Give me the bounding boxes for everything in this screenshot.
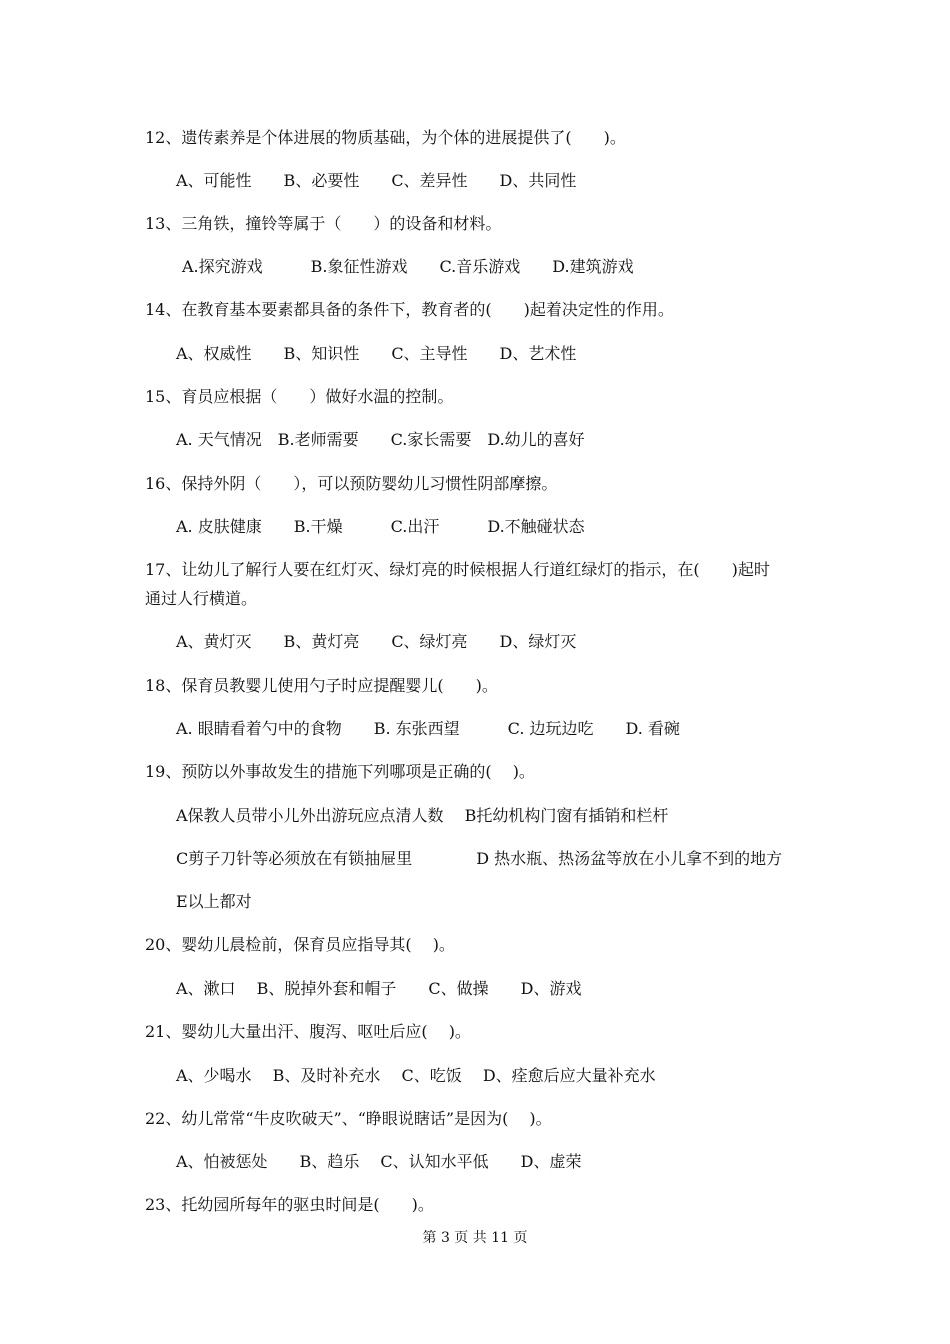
question-15-options: A. 天气情况 B.老师需要 C.家长需要 D.幼儿的喜好 (176, 430, 585, 449)
question-21-options: A、少喝水 B、及时补充水 C、吃饭 D、痊愈后应大量补充水 (176, 1066, 656, 1085)
question-16: 16、保持外阴（ ），可以预防婴幼儿习惯性阴部摩擦。 (145, 474, 558, 493)
question-17-options: A、黄灯灭 B、黄灯亮 C、绿灯亮 D、绿灯灭 (176, 632, 577, 651)
question-18-options: A. 眼睛看着勺中的食物 B. 东张西望 C. 边玩边吃 D. 看碗 (176, 719, 680, 738)
question-19-option-line: E以上都对 (176, 892, 252, 911)
question-17: 17、让幼儿了解行人要在红灯灭、绿灯亮的时候根据人行道红绿灯的指示，在( )起时 (145, 560, 770, 579)
question-22: 22、幼儿常常“牛皮吹破天”、“睁眼说瞎话”是因为( )。 (145, 1109, 552, 1128)
question-12-options: A、可能性 B、必要性 C、差异性 D、共同性 (176, 171, 577, 190)
question-19: 19、预防以外事故发生的措施下列哪项是正确的( )。 (145, 762, 535, 781)
question-17-continuation: 通过人行横道。 (145, 589, 258, 608)
question-12: 12、遗传素养是个体进展的物质基础，为个体的进展提供了( )。 (145, 128, 626, 147)
question-16-options: A. 皮肤健康 B.干燥 C.出汗 D.不触碰状态 (176, 517, 585, 536)
question-14: 14、在教育基本要素都具备的条件下，教育者的( )起着决定性的作用。 (145, 300, 674, 319)
question-19-option-line: A保教人员带小儿外出游玩应点清人数 B托幼机构门窗有插销和栏杆 (176, 806, 669, 825)
question-23: 23、托幼园所每年的驱虫时间是( )。 (145, 1195, 434, 1214)
question-18: 18、保育员教婴儿使用勺子时应提醒婴儿( )。 (145, 676, 498, 695)
question-20-options: A、漱口 B、脱掉外套和帽子 C、做操 D、游戏 (176, 979, 582, 998)
page-footer: 第 3 页 共 11 页 (422, 1230, 528, 1246)
question-20: 20、婴幼儿晨检前，保育员应指导其( )。 (145, 935, 455, 954)
question-14-options: A、权威性 B、知识性 C、主导性 D、艺术性 (176, 344, 577, 363)
question-15: 15、育员应根据（ ）做好水温的控制。 (145, 387, 454, 406)
question-13: 13、三角铁，撞铃等属于（ ）的设备和材料。 (145, 214, 502, 233)
question-13-options: A.探究游戏 B.象征性游戏 C.音乐游戏 D.建筑游戏 (182, 257, 634, 276)
question-21: 21、婴幼儿大量出汗、腹泻、呕吐后应( )。 (145, 1022, 471, 1041)
question-19-option-line: C剪子刀针等必须放在有锁抽屉里 D 热水瓶、热汤盆等放在小儿拿不到的地方 (176, 849, 783, 868)
question-22-options: A、怕被惩处 B、趋乐 C、认知水平低 D、虚荣 (176, 1152, 582, 1171)
